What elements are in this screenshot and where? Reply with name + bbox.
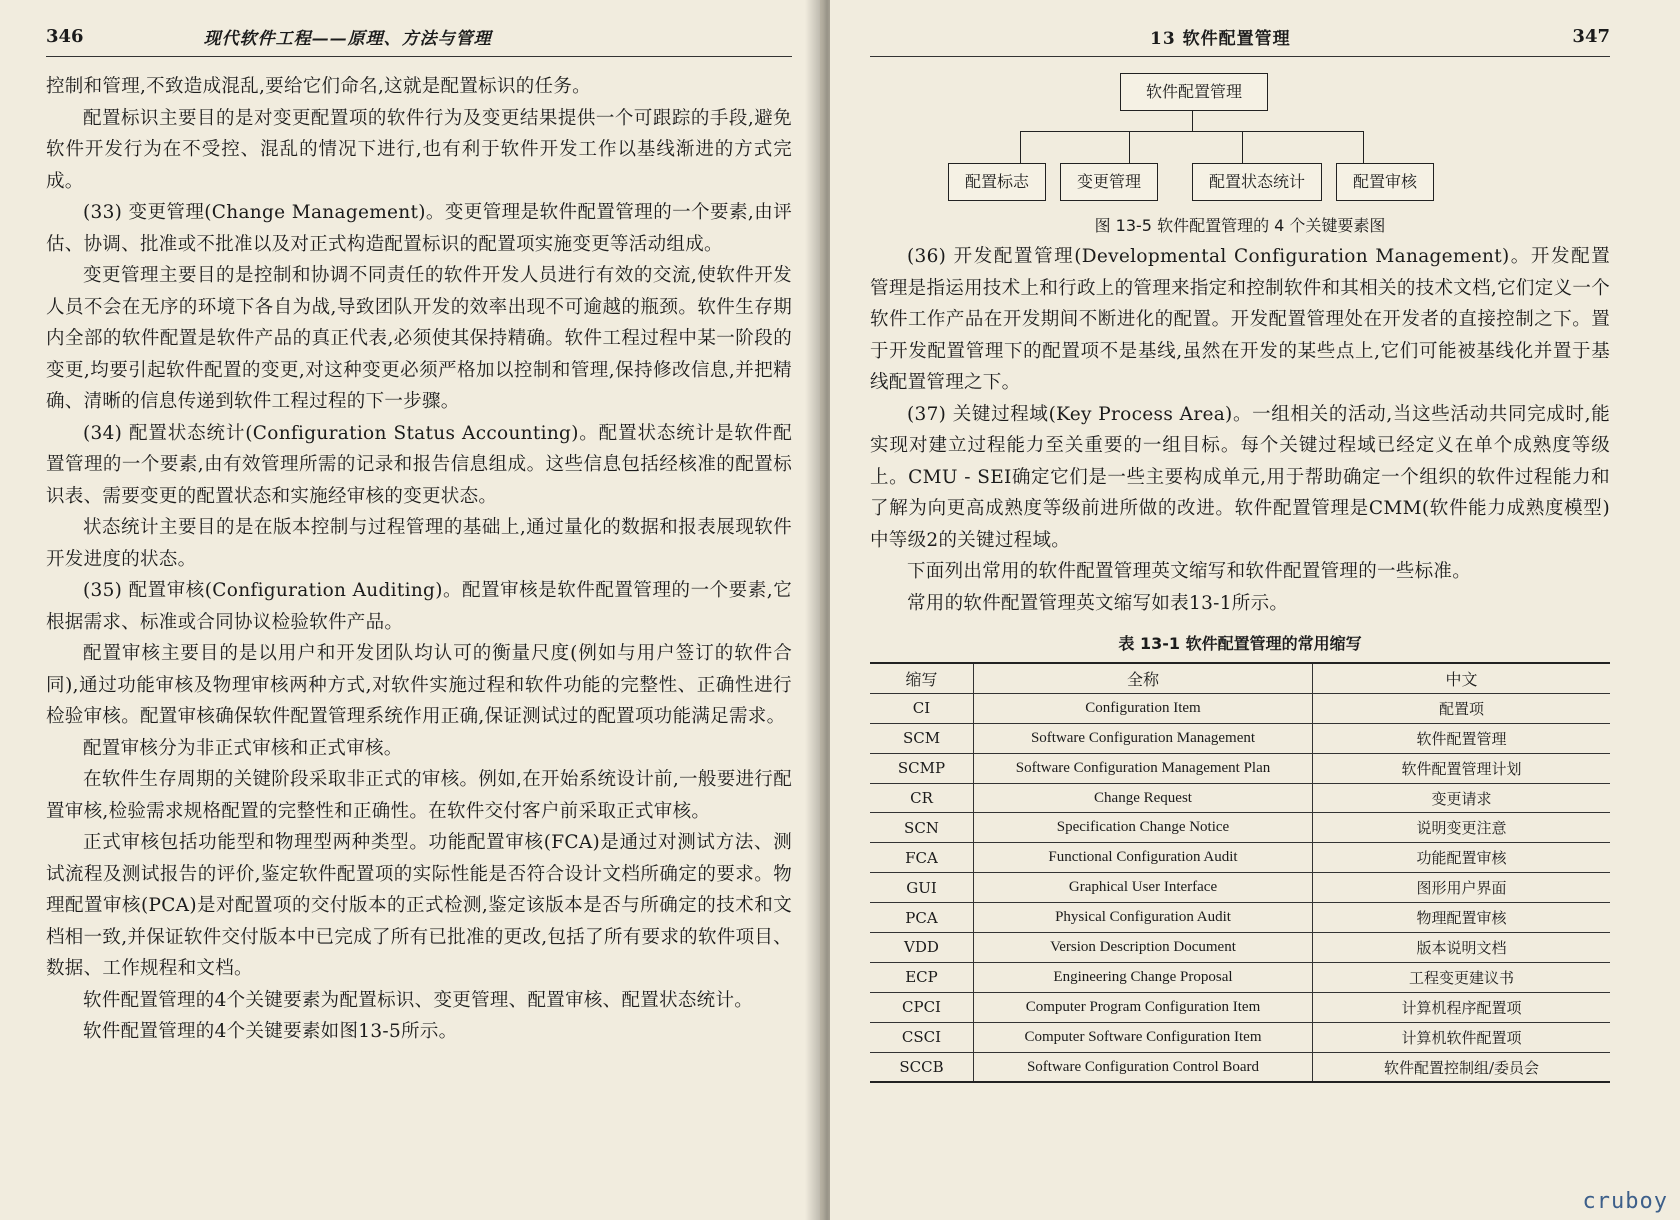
figure-13-5-diagram — [870, 71, 1610, 241]
table-row — [870, 693, 1610, 723]
paragraph: 配置标识主要目的是对变更配置项的软件行为及变更结果提供一个可跟踪的手段,避免软件开发行为在不受控、混乱的情况下进行,也有利于软件开发工作以基线渐进的方式完成。 — [46, 107, 792, 192]
abbr-cell: CPCI — [870, 992, 974, 1022]
paragraph: 控制和管理,不致造成混乱,要给它们命名,这就是配置标识的任务。 — [46, 76, 591, 97]
diagram-child-box: 配置标志 — [948, 163, 1046, 201]
page-number: 346 — [46, 25, 84, 47]
table-row — [870, 933, 1610, 963]
column-header: 缩写 — [870, 663, 974, 693]
table-row — [870, 992, 1610, 1022]
paragraph: 在软件生存周期的关键阶段采取非正式的审核。例如,在开始系统设计前,一般要进行配置审核,检验需求规格配置的完整性和正确性。在软件交付客户前采取正式审核。 — [46, 769, 792, 822]
abbr-cell: FCA — [870, 843, 974, 873]
diagram-child-box: 配置状态统计 — [1192, 163, 1322, 201]
page-number: 347 — [1572, 25, 1610, 47]
paragraph: (34) 配置状态统计(Configuration Status Accounting)。配置状态统计是软件配置管理的一个要素,由有效管理所需的记录和报告信息组成。这些信息包括经核准的配置标识表、需要变更的配置状态和实施经审核的变更状态。 — [46, 422, 792, 507]
abbr-cell: ECP — [870, 962, 974, 992]
table-header-row — [870, 663, 1610, 693]
fullname-cell: Engineering Change Proposal — [974, 962, 1313, 992]
watermark-text: cruboy — [1582, 1189, 1668, 1214]
chinese-cell: 物理配置审核 — [1313, 903, 1611, 933]
fullname-cell: Computer Software Configuration Item — [974, 1022, 1313, 1052]
chinese-cell: 版本说明文档 — [1313, 933, 1611, 963]
fullname-cell: Physical Configuration Audit — [974, 903, 1313, 933]
paragraph: 变更管理主要目的是控制和协调不同责任的软件开发人员进行有效的交流,使软件开发人员不会在无序的环境下各自为战,导致团队开发的效率出现不可逾越的瓶颈。软件生存期内全部的软件配置是软件产品的真正代表,必须使其保持精确。软件工程过程中某一阶段的变更,均要引起软件配置的变更,对这种变更必须严格加以控制和管理,保持修改信息,并把精确、清晰的信息传递到软件工程过程的下一步骤。 — [46, 265, 792, 412]
table-row — [870, 873, 1610, 903]
fullname-cell: Configuration Item — [974, 693, 1313, 723]
fullname-cell: Version Description Document — [974, 933, 1313, 963]
table-row — [870, 843, 1610, 873]
table-row — [870, 962, 1610, 992]
diagram-child-box: 变更管理 — [1060, 163, 1158, 201]
table-caption: 表 13-1 软件配置管理的常用缩写 — [1118, 634, 1362, 653]
paragraph: 软件配置管理的4个关键要素为配置标识、变更管理、配置审核、配置状态统计。 — [83, 989, 754, 1011]
connector — [1129, 131, 1130, 163]
chinese-cell: 软件配置管理 — [1313, 723, 1611, 753]
abbr-cell: PCA — [870, 903, 974, 933]
paragraph: 下面列出常用的软件配置管理英文缩写和软件配置管理的一些标准。 — [907, 561, 1472, 582]
left-page-header — [46, 22, 792, 57]
abbr-cell: CSCI — [870, 1022, 974, 1052]
right-page — [830, 0, 1680, 1220]
connector — [1363, 131, 1364, 163]
diagram-child-box: 配置审核 — [1336, 163, 1434, 201]
chinese-cell: 计算机软件配置项 — [1313, 1022, 1611, 1052]
figure-caption: 图 13-5 软件配置管理的 4 个关键要素图 — [1094, 216, 1386, 235]
paragraph: (33) 变更管理(Change Management)。变更管理是软件配置管理的一个要素,由评估、协调、批准或不批准以及对正式构造配置标识的配置项实施变更等活动组成。 — [46, 202, 792, 255]
paragraph: 常用的软件配置管理英文缩写如表13-1所示。 — [907, 592, 1289, 614]
paragraph: (37) 关键过程域(Key Process Area)。一组相关的活动,当这些活动共同完成时,能实现对建立过程能力至关重要的一组目标。每个关键过程域已经定义在单个成熟度等级上。CMU - SEI确定它们是一些主要构成单元,用于帮助确定一个组织的软件过程能力和了解为向更高成熟度等级前进所做的改进。软件配置管理是CMM(软件能力成熟度模型)中等级2的关键过程域。 — [870, 403, 1610, 551]
chinese-cell: 图形用户界面 — [1313, 873, 1611, 903]
chinese-cell: 软件配置管理计划 — [1313, 753, 1611, 783]
fullname-cell: Specification Change Notice — [974, 813, 1313, 843]
connector — [1242, 131, 1243, 163]
fullname-cell: Software Configuration Control Board — [974, 1052, 1313, 1082]
diagram-root-box: 软件配置管理 — [1120, 73, 1268, 111]
column-header: 全称 — [974, 663, 1313, 693]
chinese-cell: 功能配置审核 — [1313, 843, 1611, 873]
chinese-cell: 说明变更注意 — [1313, 813, 1611, 843]
fullname-cell: Software Configuration Management Plan — [974, 753, 1313, 783]
paragraph: (35) 配置审核(Configuration Auditing)。配置审核是软件配置管理的一个要素,它根据需求、标准或合同协议检验软件产品。 — [46, 580, 792, 633]
connector — [1020, 131, 1363, 132]
running-title: 现代软件工程——原理、方法与管理 — [203, 28, 492, 49]
chinese-cell: 工程变更建议书 — [1313, 962, 1611, 992]
paragraph: 正式审核包括功能型和物理型两种类型。功能配置审核(FCA)是通过对测试方法、测试流程及测试报告的评价,鉴定软件配置项的实际性能是否符合设计文档所确定的要求。物理配置审核(PCA)是对配置项的交付版本的正式检测,鉴定该版本是否与所确定的技术和文档相一致,并保证软件交付版本中已完成了所有已批准的更改,包括了所有要求的软件项目、数据、工作规程和文档。 — [46, 832, 792, 979]
table-row — [870, 903, 1610, 933]
fullname-cell: Change Request — [974, 783, 1313, 813]
fullname-cell: Software Configuration Management — [974, 723, 1313, 753]
table-row — [870, 813, 1610, 843]
chinese-cell: 计算机程序配置项 — [1313, 992, 1611, 1022]
abbr-cell: SCCB — [870, 1052, 974, 1082]
abbr-cell: SCM — [870, 723, 974, 753]
table-row — [870, 783, 1610, 813]
table-row — [870, 723, 1610, 753]
table-row — [870, 1052, 1610, 1082]
connector — [1020, 131, 1021, 163]
paragraph: 配置审核分为非正式审核和正式审核。 — [83, 737, 403, 759]
abbreviation-table — [870, 662, 1610, 1083]
paragraph: (36) 开发配置管理(Developmental Configuration Management)。开发配置管理是指运用技术上和行政上的管理来指定和控制软件和其相关的技术文档,它们定义一个软件工作产品在开发期间不断进化的配置。开发配置管理处在开发者的直接控制之下。置于开发配置管理下的配置项不是基线,虽然在开发的某些点上,它们可能被基线化并置于基线配置管理之下。 — [870, 246, 1610, 393]
table-row — [870, 753, 1610, 783]
paragraph: 配置审核主要目的是以用户和开发团队均认可的衡量尺度(例如与用户签订的软件合同),通过功能审核及物理审核两种方式,对软件实施过程和软件功能的完整性、正确性进行检验审核。配置审核确保软件配置管理系统作用正确,保证测试过的配置项功能满足需求。 — [46, 643, 792, 727]
left-page — [0, 0, 820, 1220]
abbr-cell: CR — [870, 783, 974, 813]
running-title: 13 软件配置管理 — [1150, 28, 1291, 49]
fullname-cell: Functional Configuration Audit — [974, 843, 1313, 873]
chinese-cell: 配置项 — [1313, 693, 1611, 723]
abbr-cell: GUI — [870, 873, 974, 903]
paragraph: 软件配置管理的4个关键要素如图13-5所示。 — [83, 1021, 458, 1042]
abbr-cell: SCN — [870, 813, 974, 843]
table-row — [870, 1022, 1610, 1052]
fullname-cell: Graphical User Interface — [974, 873, 1313, 903]
abbr-cell: VDD — [870, 933, 974, 963]
fullname-cell: Computer Program Configuration Item — [974, 992, 1313, 1022]
connector — [1192, 111, 1193, 132]
abbr-cell: CI — [870, 693, 974, 723]
paragraph: 状态统计主要目的是在版本控制与过程管理的基础上,通过量化的数据和报表展现软件开发进度的状态。 — [46, 517, 792, 570]
chinese-cell: 变更请求 — [1313, 783, 1611, 813]
chinese-cell: 软件配置控制组/委员会 — [1313, 1052, 1611, 1082]
right-page-header — [870, 22, 1610, 57]
abbr-cell: SCMP — [870, 753, 974, 783]
column-header: 中文 — [1313, 663, 1611, 693]
